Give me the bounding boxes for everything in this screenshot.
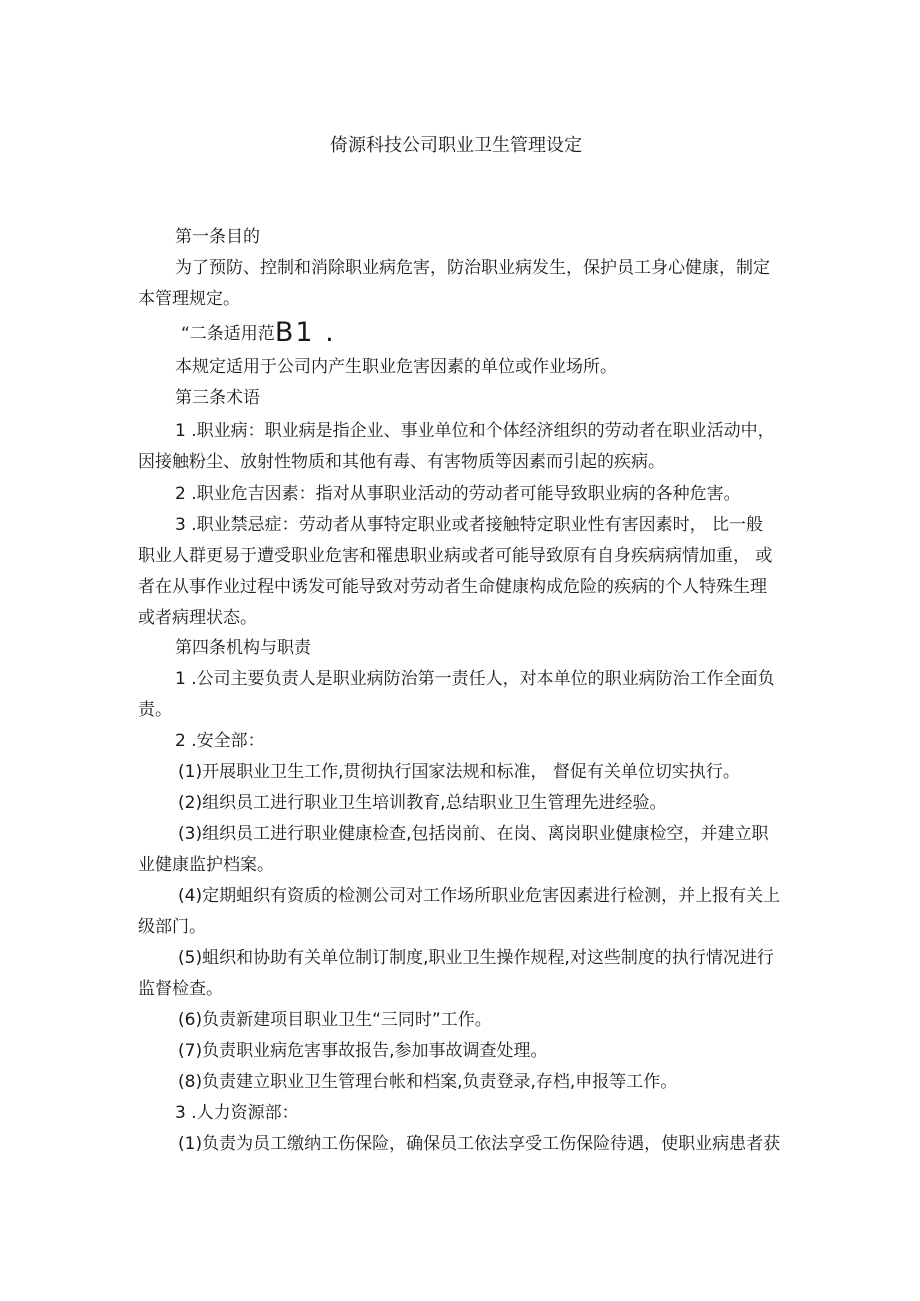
paragraph-line: 1 .公司主要负责人是职业病防治第一责任人，对本单位的职业病防治工作全面负 — [175, 669, 775, 689]
paragraph-line: (1)开展职业卫生工作,贯彻执行国家法规和标准， 督促有关单位切实执行。 — [178, 762, 740, 782]
paragraph-line: (7)负责职业病危害事故报告,参加事故调查处理。 — [178, 1041, 548, 1061]
paragraph-line: 本管理规定。 — [138, 289, 240, 309]
section-heading-1: 第一条目的 — [175, 227, 260, 247]
document-title: 倚源科技公司职业卫生管理设定 — [330, 135, 582, 156]
paragraph-line: 本规定适用于公司内产生职业危害因素的单位或作业场所。 — [175, 357, 617, 377]
paragraph-line: (1)负责为员工缴纳工伤保险，确保员工依法享受工伤保险待遇，使职业病患者获 — [178, 1134, 781, 1154]
paragraph-line: 2 .职业危吉因素：指对从事职业活动的劳动者可能导致职业病的各种危害。 — [175, 484, 741, 504]
section-heading-2 — [181, 318, 336, 349]
paragraph-line: 职业人群更易于遭受职业危害和罹患职业病或者可能导致原有自身疾病病情加重， 或 — [138, 546, 773, 566]
paragraph-line: (5)蛆织和协助有关单位制订制度,职业卫生操作规程,对这些制度的执行情况进行 — [178, 948, 774, 968]
paragraph-line: 级部门。 — [138, 917, 206, 937]
paragraph-line: 3 .人力资源部： — [175, 1103, 299, 1123]
paragraph-line: (4)定期蛆织有资质的检测公司对工作场所职业危害因素进行检测，并上报有关上 — [178, 886, 781, 906]
paragraph-line: (3)组织员工进行职业健康检查,包括岗前、在岗、离岗职业健康检空，并建立职 — [178, 824, 769, 844]
paragraph-line: 责。 — [138, 700, 172, 720]
paragraph-line: 3 .职业禁忌症：劳动者从事特定职业或者接触特定职业性有害因素时， 比一般 — [175, 515, 764, 535]
section-heading-4: 第四条机构与职责 — [175, 638, 311, 658]
section-heading-2-text: “二条适用范 — [181, 324, 275, 344]
paragraph-line: 者在从事作业过程中诱发可能导致对劳动者生命健康构成危险的疾病的个人特殊生理 — [138, 577, 767, 597]
paragraph-line: (8)负责建立职业卫生管理台帐和档案,负责登录,存档,申报等工作。 — [178, 1072, 678, 1092]
paragraph-line: 2 .安全部： — [175, 731, 265, 751]
paragraph-line: 1 .职业病：职业病是指企业、事业单位和个体经济组织的劳动者在职业活动中， — [175, 421, 775, 441]
paragraph-line: 或者病理状态。 — [138, 608, 257, 628]
section-heading-3: 第三条术语 — [175, 388, 260, 408]
paragraph-line: 业健康监护档案。 — [138, 855, 274, 875]
section-heading-2-suffix: B1 . — [274, 317, 336, 348]
paragraph-line: (2)组织员工进行职业卫生培训教育,总结职业卫生管理先进经验。 — [178, 793, 667, 813]
paragraph-line: 为了预防、控制和消除职业病危害，防治职业病发生，保护员工身心健康，制定 — [175, 258, 770, 278]
paragraph-line: 监督检查。 — [138, 979, 223, 999]
paragraph-line: (6)负责新建项目职业卫生“三同时”工作。 — [178, 1010, 492, 1030]
paragraph-line: 因接触粉尘、放射性物质和其他有毒、有害物质等因素而引起的疾病。 — [138, 452, 665, 472]
